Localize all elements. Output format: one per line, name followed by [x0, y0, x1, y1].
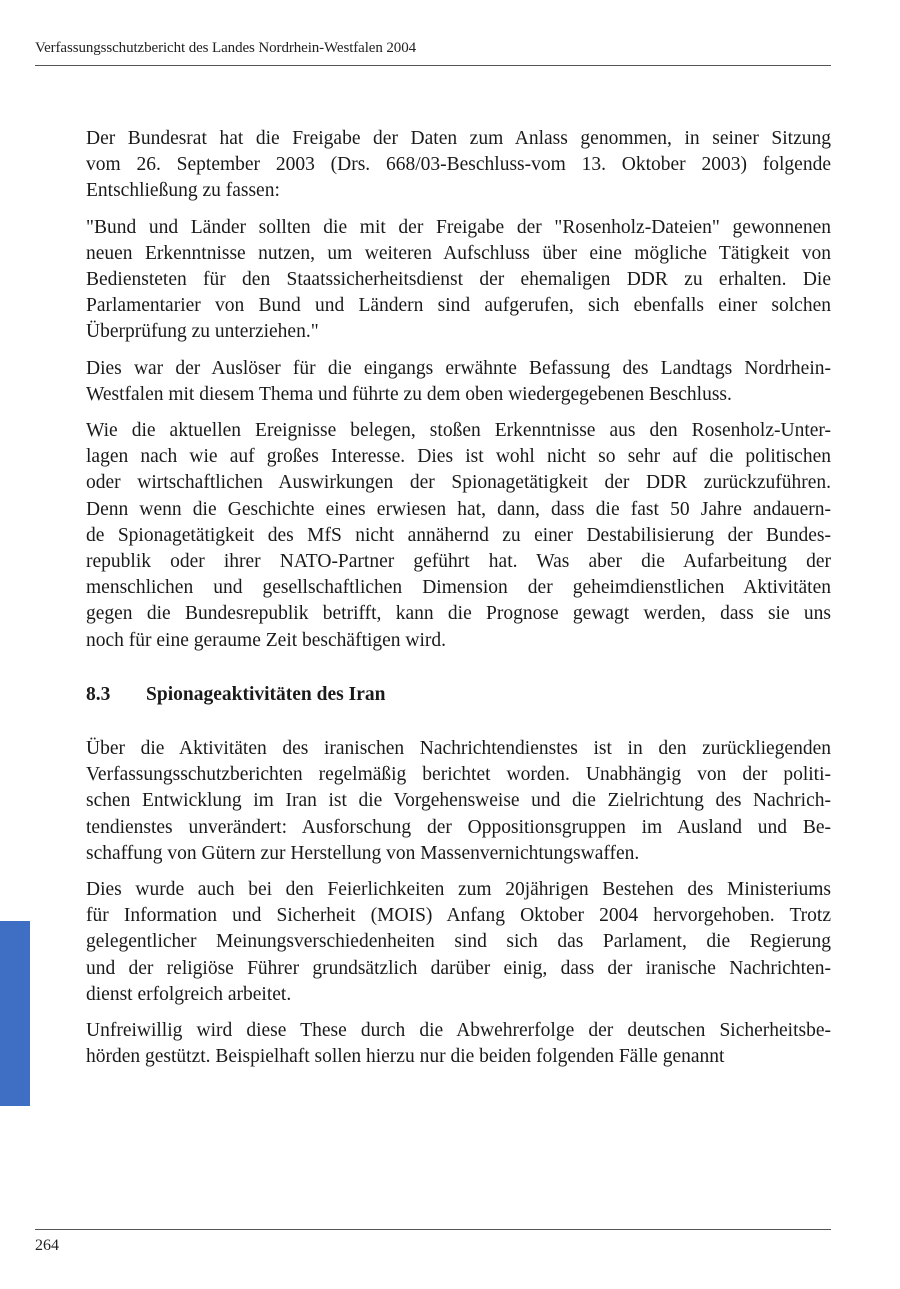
text-line: Dies wurde auch bei den Feierlichkeiten zum 20jährigen Bestehen des Ministeriums [86, 879, 831, 901]
paragraph-rosenholz [86, 418, 831, 654]
text-line: schen Entwicklung im Iran ist die Vorgehensweise und die Zielrichtung des Nachrich- [86, 790, 831, 812]
paragraph-ausloeser [86, 356, 831, 408]
text-line: Der Bundesrat hat die Freigabe der Daten zum Anlass genommen, in seiner Sitzung [86, 128, 831, 149]
text-line: Dies war der Auslöser für die eingangs erwähnte Befassung des Landtags Nordrhein- [86, 357, 831, 379]
text-line: Unfreiwillig wird diese These durch die Abwehrerfolge der deutschen Sicherheitsbe- [86, 1020, 831, 1042]
paragraph-quote [86, 215, 831, 346]
text-line: Über die Aktivitäten des iranischen Nachrichtendienstes ist in den zurückliegenden [86, 738, 831, 760]
text-line: menschlichen und gesellschaftlichen Dimension der geheimdienstlichen Aktivitäten [86, 577, 831, 599]
section-heading [86, 682, 831, 708]
text-line: Entschließung zu fassen: [86, 180, 280, 202]
page-content [86, 126, 831, 1081]
text-line: Denn wenn die Geschichte eines erwiesen hat, dann, dass die fast 50 Jahre andauern- [86, 498, 831, 520]
text-line: Parlamentarier von Bund und Ländern sind aufgerufen, sich ebenfalls einer solchen [86, 295, 831, 317]
section-title: Spionageaktivitäten des Iran [146, 683, 386, 705]
text-line: Westfalen mit diesem Thema und führte zu dem oben wiedergegebenen Beschluss. [86, 383, 732, 405]
text-line: schaffung von Gütern zur Herstellung von Massenvernichtungswaffen. [86, 842, 640, 864]
text-line: republik oder ihrer NATO-Partner geführt hat. Was aber die Aufarbeitung der [86, 551, 831, 573]
text-line: gegen die Bundesrepublik betrifft, kann die Prognose gewagt werden, dass sie uns [86, 603, 831, 625]
paragraph-mois [86, 877, 831, 1008]
text-line: tendienstes unverändert: Ausforschung der Oppositionsgruppen im Ausland und Be- [86, 816, 831, 838]
section-number: 8.3 [86, 683, 111, 705]
text-line: oder wirtschaftlichen Auswirkungen der Spionagetätigkeit der DDR zurückzuführen. [86, 472, 831, 494]
text-line: dienst erfolgreich arbeitet. [86, 983, 292, 1005]
text-line: gelegentlicher Meinungsverschiedenheiten sind sich das Parlament, die Regierung [86, 931, 831, 953]
text-line: vom 26. September 2003 (Drs. 668/03-Beschluss-vom 13. Oktober 2003) folgende [86, 154, 831, 176]
page-number: 264 [35, 1237, 59, 1254]
text-line: lagen nach wie auf großes Interesse. Dies ist wohl nicht so sehr auf die politischen [86, 446, 831, 468]
chapter-side-tab [0, 921, 30, 1106]
text-line: Verfassungsschutzberichten regelmäßig berichtet worden. Unabhängig von der politi- [86, 764, 831, 786]
header-rule [35, 65, 831, 66]
text-line: für Information und Sicherheit (MOIS) Anfang Oktober 2004 hervorgehoben. Trotz [86, 905, 831, 927]
text-line: Wie die aktuellen Ereignisse belegen, stoßen Erkenntnisse aus den Rosenholz-Unter- [86, 420, 831, 442]
text-line: de Spionagetätigkeit des MfS nicht annähernd zu einer Destabilisierung der Bundes- [86, 524, 831, 546]
footer-rule [35, 1229, 831, 1230]
text-line: neuen Erkenntnisse nutzen, um weiteren Aufschluss über eine mögliche Tätigkeit von [86, 242, 831, 264]
text-line: noch für eine geraume Zeit beschäftigen wird. [86, 629, 447, 651]
paragraph-bundesrat [86, 126, 831, 205]
text-line: "Bund und Länder sollten die mit der Freigabe der "Rosenholz-Dateien" gewonnenen [86, 216, 831, 238]
paragraph-abwehr [86, 1018, 831, 1070]
text-line: und der religiöse Führer grundsätzlich darüber einig, dass der iranische Nachrichten- [86, 957, 831, 979]
text-line: Überprüfung zu unterziehen." [86, 321, 319, 343]
paragraph-iran-intro [86, 736, 831, 867]
running-header: Verfassungsschutzbericht des Landes Nordrhein-Westfalen 2004 [35, 40, 417, 56]
text-line: hörden gestützt. Beispielhaft sollen hierzu nur die beiden folgenden Fälle genannt [86, 1046, 725, 1068]
text-line: Bediensteten für den Staatssicherheitsdienst der ehemaligen DDR zu erhalten. Die [86, 269, 831, 291]
